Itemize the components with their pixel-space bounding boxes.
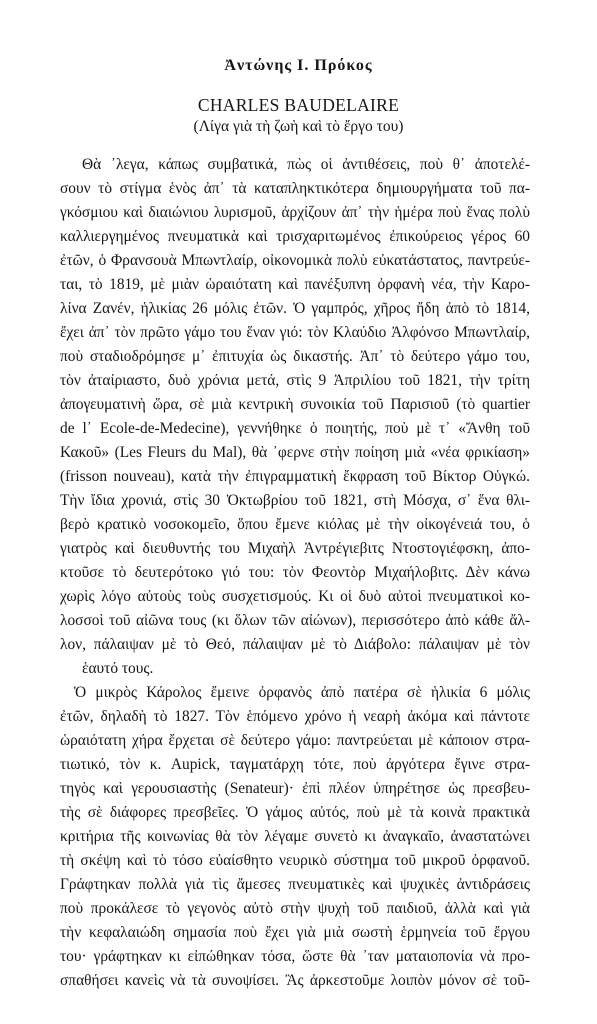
text-line: ἔχει ἀπ᾽ τὸν πρῶτο γάμο του ἕναν γιό: τὸν Κλαύδιο Ἀλφόνσο Μπωντλαίρ, (60, 324, 530, 341)
text-line: ὡραιότατη χήρα ἔρχεται σὲ δεύτερο γάμο: παντρεύεται μὲ κάποιον στρα- (60, 732, 530, 749)
text-line: κριτήρια τῆς κοινωνίας θὰ τὸν λέγαμε συνετὸ κι ἀναγκαῖο, ἀναστατώνει (60, 828, 530, 845)
text-line: Κακοῦ» (Les Fleurs du Mal), θὰ ᾽φερνε στὴν ποίηση μιὰ «νέα φρικίαση» (60, 444, 530, 461)
text-line: Θὰ ᾽λεγα, κάπως συμβατικά, πὼς οἱ ἀντιθέσεις, ποὺ θ᾽ ἀποτελέ- (82, 156, 530, 173)
text-line: τὴ σκέψη καὶ τὸ τόσο εὐαίσθητο νευρικὸ σύστημα τοῦ μικροῦ ὀρφανοῦ. (60, 852, 530, 869)
text-line: ποὺ σταδιοδρόμησε μ᾽ ἐπιτυχία ὡς δικαστής. Ἀπ᾽ τὸ δεύτερο γάμο του, (60, 348, 530, 365)
article-subtitle: (Λίγα γιὰ τὴ ζωὴ καὶ τὸ ἔργο του) (193, 118, 404, 135)
text-line: γκόσμιου καὶ διαιώνιου λυρισμοῦ, ἀρχίζουν ἀπ᾽ τὴν ἡμέρα ποὺ ἕνας πολὺ (60, 204, 530, 221)
article-title: CHARLES BAUDELAIRE (197, 95, 400, 115)
text-line: de l᾽ Ecole-de-Medecine), γεννήθηκε ὁ ποιητής, ποὺ μὲ τ᾽ «Ἄνθη τοῦ (60, 420, 530, 437)
text-line: του· γράφτηκαν κι εἰπώθηκαν τόσα, ὥστε θὰ ᾽ταν ματαιοπονία νὰ προ- (60, 948, 530, 965)
text-line: Ὁ μικρὸς Κάρολος ἔμεινε ὀρφανὸς ἀπὸ πατέρα σὲ ἡλικία 6 μόλις (74, 684, 530, 701)
text-line: (frisson nouveau), κατὰ τὴν ἐπιγραμματικὴ ἔκφραση τοῦ Βίκτορ Οὑγκώ. (60, 468, 530, 485)
text-line: γιατρὸς καὶ διευθυντής του Μιχαὴλ Ἀντρέγιεβιτς Ντοστογιέφσκη, ἀπο- (60, 540, 530, 557)
text-line: βερὸ κρατικὸ νοσοκομεῖο, ὅπου ἔμενε κιόλας μὲ τὴν οἰκογένειά του, ὁ (60, 516, 530, 533)
text-line: τιωτικό, τὸν κ. Aupick, ταγματάρχη τότε, ποὺ ἀργότερα ἔγινε στρα- (60, 756, 530, 773)
article-body (60, 153, 530, 993)
text-line: Τὴν ἴδια χρονιά, στὶς 30 Ὀκτωβρίου τοῦ 1821, στὴ Μόσχα, σ᾽ ἕνα θλι- (60, 492, 530, 509)
text-line: ποὺ προκάλεσε τὸ γεγονὸς αὐτὸ στὴν ψυχὴ τοῦ παιδιοῦ, ἀλλὰ καὶ γιὰ (60, 900, 530, 917)
text-line: σπαθήσει κανεὶς νὰ τὰ συνοψίσει. Ἂς ἀρκεστοῦμε λοιπὸν μόνον σὲ τοῦ- (60, 972, 530, 989)
author-name: Ἀντώνης Ι. Πρόκος (224, 57, 373, 74)
text-line: χωρὶς λόγο αὐτοὺς τοὺς συσχετισμούς. Κι οἱ δυὸ αὐτοὶ πνευματικοὶ κο- (60, 588, 530, 605)
text-line: λον, πάλαιψαν μὲ τὸ Θεό, πάλαιψαν μὲ τὸ Διάβολο: πάλαιψαν μὲ τὸν (60, 636, 530, 653)
text-line: καλλιεργημένος πνευματικὰ καὶ τρισχαριτωμένος ἐπικούρειος γέρος 60 (60, 228, 530, 245)
text-line: λίνα Ζανέν, ἡλικίας 26 μόλις ἐτῶν. Ὁ γαμπρός, χῆρος ἤδη ἀπὸ τὸ 1814, (60, 300, 530, 317)
text-line: ἀπογευματινὴ ὥρα, σὲ μιὰ κεντρικὴ συνοικία τοῦ Παρισιοῦ (τὸ quartier (60, 396, 530, 413)
text-line: σουν τὸ στίγμα ἑνὸς ἀπ᾽ τὰ καταπληκτικότερα δημιουργήματα τοῦ πα- (60, 180, 530, 197)
text-line: κτοῦσε τὸ δευτερότοκο γιό του: τὸν Φεοντὸρ Μιχαήλοβιτς. Δὲν κάνω (60, 564, 530, 581)
text-line: τὴν κεφαλαιώδη σημασία ποὺ ἔχει γιὰ μιὰ σωστὴ ἑρμηνεία τοῦ ἔργου (60, 924, 530, 941)
text-line: ἐτῶν, ὁ Φρανσουὰ Μπωντλαίρ, οἰκονομικὰ πολὺ εὐκατάστατος, παντρεύε- (60, 252, 530, 269)
text-line: λοσσοὶ τοῦ αἰῶνα τους (κι ὅλων τῶν αἰώνων), περισσότερο ἀπὸ κάθε ἄλ- (60, 612, 530, 629)
text-line: Γράφτηκαν πολλὰ γιὰ τὶς ἄμεσες πνευματικὲς καὶ ψυχικὲς ἀντιδράσεις (60, 876, 530, 893)
text-line: ἐτῶν, δηλαδὴ τὸ 1827. Τὸν ἑπόμενο χρόνο ἡ νεαρὴ ἀκόμα καὶ πάντοτε (60, 708, 530, 725)
text-line: τὸν ἀταίριαστο, δυὸ χρόνια μετά, στὶς 9 Ἀπριλίου τοῦ 1821, τὴν τρίτη (60, 372, 530, 389)
text-line: τηγὸς καὶ γερουσιαστὴς (Senateur)· ἐπὶ πλέον ὑπηρέτησε ὡς πρεσβευ- (60, 780, 530, 797)
text-line: ἑαυτό τους. (82, 660, 154, 677)
text-line: τὴς σὲ διάφορες πρεσβεῖες. Ὁ γάμος αὐτός, ποὺ μὲ τὰ κοινὰ πρακτικὰ (60, 804, 530, 821)
text-line: ται, τὸ 1819, μὲ μιὰν ὡραιότατη καὶ πανέξυπνη ὀρφανὴ νέα, τὴν Καρο- (60, 276, 530, 293)
